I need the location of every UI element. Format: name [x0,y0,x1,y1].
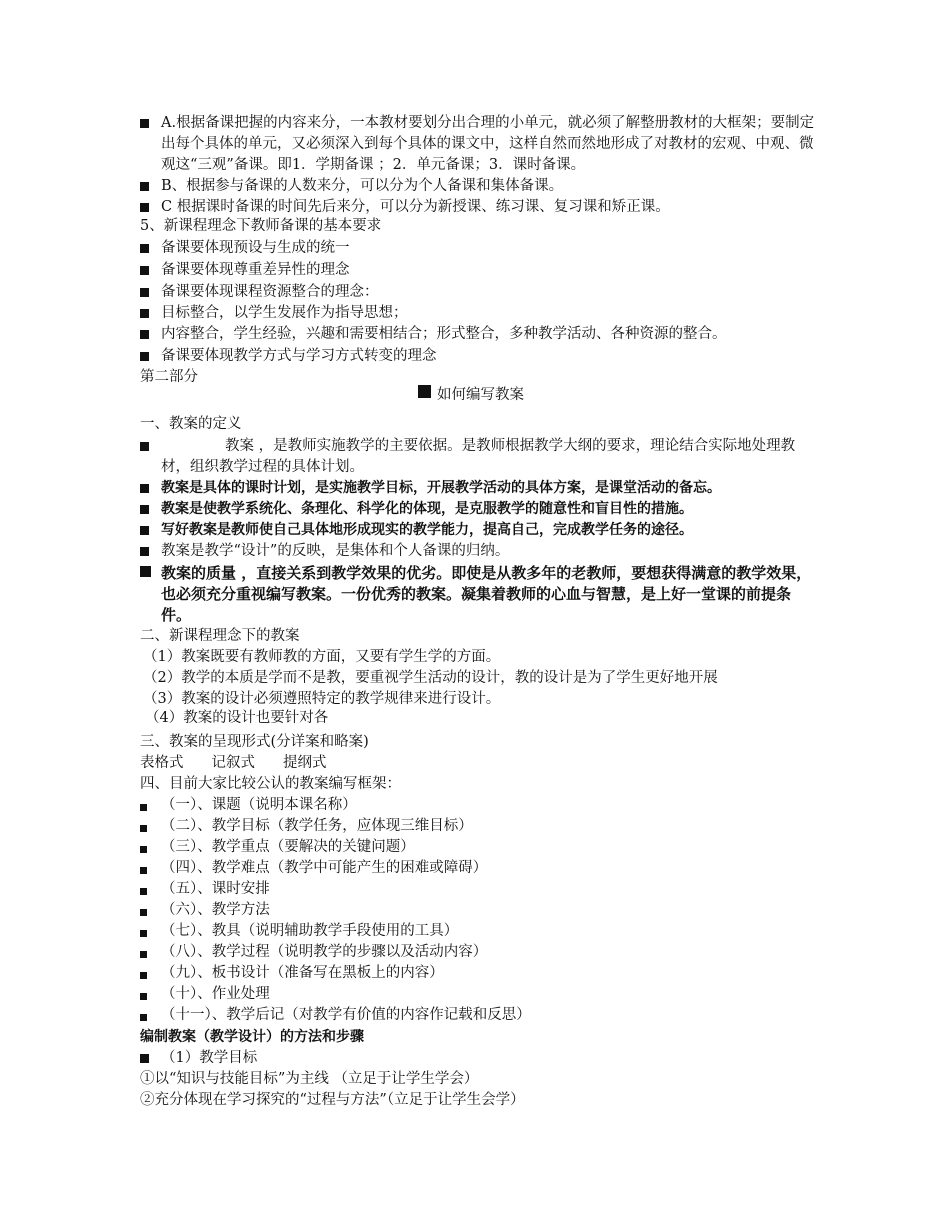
list-item: （3）教案的设计必须遵照特定的教学规律来进行设计。 [143,691,501,707]
forms-row: 表格式 记叙式 提纲式 [140,755,327,771]
bullet-icon [140,288,149,297]
list-item: 备课要体现课程资源整合的理念： [140,282,820,303]
part-label: 第二部分 [140,369,198,385]
bullet-icon [140,888,147,895]
list-item: 教案是教学“设计”的反映，是集体和个人备课的归纳。 [140,541,820,562]
bullet-icon [140,972,147,979]
bullet-icon [140,930,147,937]
bullet-icon [140,1014,147,1021]
list-item: A.根据备课把握的内容来分，一本教材要划分出合理的小单元，就必须了解整册教材的大框架；要制定出每个具体的单元，又必须深入到每个具体的课文中，这样自然而然地形成了对教材的宏观、中观、微观这“三观”备课。即1．学期备课 ；2．单元备课；3．课时备课。 [140,113,820,176]
bullet-icon [140,909,147,916]
bullet-icon [140,442,149,451]
bullet-icon [140,244,149,253]
bullet-icon [140,526,149,535]
list-item: （三）、教学重点（要解决的关键问题） [140,837,820,858]
list-item: （1）教案既要有教师教的方面，又要有学生学的方面。 [143,649,501,665]
bullet-icon [140,1054,149,1063]
list-item: （4）教案的设计也要针对各 [145,710,329,726]
bullet-icon [140,182,149,191]
bullet-icon [140,266,149,275]
list-item: （十）、作业处理 [140,984,820,1005]
list-item: （一）、课题（说明本课名称） [140,795,820,816]
list-item: （1）教学目标 [140,1048,820,1069]
list-item: 内容整合，学生经验，兴趣和需要相结合；形式整合，多种教学活动、各种资源的整合。 [140,324,820,345]
bullet-icon [140,566,151,577]
bullet-icon [140,804,147,811]
list-item: （六）、教学方法 [140,900,820,921]
list-item: 教案的质量 ，直接关系到教学效果的优劣。即使是从教多年的老教师，要想获得满意的教学效果，也必须充分重视编写教案。一份优秀的教案。凝集着教师的心血与智慧，是上好一堂课的前提条件。 [140,563,820,626]
list-item: 教案是具体的课时计划，是实施教学目标，开展教学活动的具体方案，是课堂活动的备忘。 [140,478,820,499]
list-item: （十一）、教学后记（对教学有价值的内容作记载和反思） [140,1005,820,1026]
list-item: ①以“知识与技能目标”为主线 （立足于让学生学会） [140,1071,479,1087]
list-item: （五）、课时安排 [140,879,820,900]
list-item: 备课要体现预设与生成的统一 [140,238,820,259]
bullet-icon [140,203,149,212]
list-item: （七）、教具（说明辅助教学手段使用的工具） [140,921,820,942]
list-item: （八）、教学过程（说明教学的步骤以及活动内容） [140,942,820,963]
bullet-icon [140,846,147,853]
bullet-icon [140,119,149,128]
part-title: 如何编写教案 [418,385,524,406]
section-heading: 三、教案的呈现形式(分详案和略案) [140,734,369,750]
bullet-icon [140,309,149,318]
bullet-icon [140,951,147,958]
list-item: C 根据课时备课的时间先后来分，可以分为新授课、练习课、复习课和矫正课。 [140,197,820,218]
list-item: ②充分体现在学习探究的“过程与方法”（立足于让学生会学） [140,1092,525,1108]
list-item: 备课要体现教学方式与学习方式转变的理念 [140,346,820,367]
list-item: （二）、教学目标（教学任务，应体现三维目标） [140,816,820,837]
list-item: （2）教学的本质是学而不是教，要重视学生活动的设计，教的设计是为了学生更好地开展 [143,670,718,686]
bullet-icon [140,867,147,874]
list-item: 教案是使教学系统化、条理化、科学化的体现，是克服教学的随意性和盲目性的措施。 [140,499,820,520]
section-heading: 四、目前大家比较公认的教案编写框架： [140,776,401,792]
bullet-icon [140,505,149,514]
bullet-icon [140,484,149,493]
bullet-icon [140,825,147,832]
list-item: 备课要体现尊重差异性的理念 [140,260,820,281]
list-item: 教案 ，是教师实施教学的主要依据。是教师根据教学大纲的要求，理论结合实际地处理教材，组织教学过程的具体计划。 [140,436,820,478]
list-item: （四）、教学难点（教学中可能产生的困难或障碍） [140,858,820,879]
section-heading: 一、教案的定义 [140,416,242,432]
bullet-icon [140,547,149,556]
bullet-icon [140,330,149,339]
square-icon [418,385,431,398]
list-item: （九）、板书设计（准备写在黑板上的内容） [140,963,820,984]
list-item: 写好教案是教师使自己具体地形成现实的教学能力，提高自己，完成教学任务的途径。 [140,520,820,541]
list-item: 目标整合，以学生发展作为指导思想； [140,303,820,324]
section-heading: 5、新课程理念下教师备课的基本要求 [140,218,382,234]
section-heading: 二、新课程理念下的教案 [140,628,300,644]
bullet-icon [140,352,149,361]
bullet-icon [140,993,147,1000]
list-item: B、根据参与备课的人数来分，可以分为个人备课和集体备课。 [140,176,820,197]
section-heading: 编制教案（教学设计）的方法和步骤 [140,1029,364,1045]
